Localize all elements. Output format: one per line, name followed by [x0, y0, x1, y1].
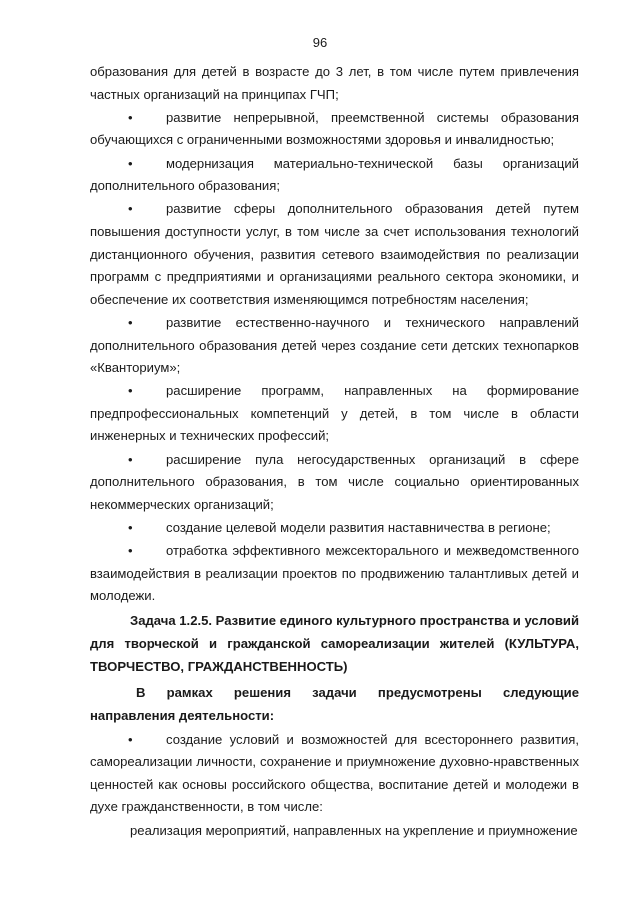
bullet-text: развитие сферы дополнительного образования детей путем повышения доступности услуг, в том числе за счет использования технологий дистанционного обучения, развития сетевого взаимодействия по реализации программ с предприятиями и организациями реального сектора экономики, и обеспечение их соответствия изменяющимся потребностям населения;	[90, 201, 579, 307]
bullet-item	[90, 540, 579, 608]
bullet-text: развитие непрерывной, преемственной системы образования обучающихся с ограниченными возможностями здоровья и инвалидностью;	[90, 109, 579, 148]
bullet-marker: •	[128, 520, 133, 536]
bullet-text: модернизация материально-технической базы организаций дополнительного образования;	[90, 155, 579, 194]
bullet-text: создание условий и возможностей для всестороннего развития, самореализации личности, сохранение и приумножение духовно-нравственных ценностей как основы российского общества, воспитание детей и молодежи в духе гражданственности, в том числе:	[90, 731, 579, 815]
bullet-marker: •	[128, 201, 133, 217]
bullet-item	[90, 198, 579, 311]
bullet-marker: •	[128, 451, 133, 467]
closing-paragraph: реализация мероприятий, направленных на укрепление и приумножение	[130, 822, 578, 838]
bullet-text: расширение пула негосударственных организаций в сфере дополнительного образования, в том числе социально ориентированных некоммерческих организаций;	[90, 451, 579, 512]
bullet-text: создание целевой модели развития наставничества в регионе;	[166, 520, 551, 536]
bullet-marker: •	[128, 543, 133, 559]
bullet-marker: •	[128, 731, 133, 747]
bullet-marker: •	[128, 314, 133, 330]
bullet-marker: •	[128, 155, 133, 171]
bullet-list-2	[90, 729, 579, 819]
bullet-list-1	[90, 107, 579, 608]
bullet-item	[90, 380, 579, 448]
bullet-text: отработка эффективного межсекторального и межведомственного взаимодействия в реализации проектов по продвижению талантливых детей и молодежи.	[90, 543, 579, 604]
bullet-item	[90, 449, 579, 517]
bullet-item	[90, 312, 579, 380]
directions-heading: В рамках решения задачи предусмотрены следующие направления деятельности:	[90, 685, 579, 724]
bullet-item	[90, 729, 579, 819]
bullet-text: расширение программ, направленных на формирование предпрофессиональных компетенций у детей, в том числе в области инженерных и технических профессий;	[90, 383, 579, 444]
opening-paragraph: образования для детей в возрасте до 3 лет, в том числе путем привлечения частных организаций на принципах ГЧП;	[90, 64, 579, 102]
bullet-item	[90, 517, 579, 540]
page-number: 96	[312, 35, 328, 50]
task-heading: Задача 1.2.5. Развитие единого культурного пространства и условий для творческой и гражданской самореализации жителей (КУЛЬТУРА, ТВОРЧЕСТВО, ГРАЖДАНСТВЕННОСТЬ)	[90, 613, 580, 674]
bullet-item	[90, 107, 579, 152]
bullet-marker: •	[128, 383, 133, 399]
page-content	[90, 61, 579, 843]
bullet-text: развитие естественно-научного и технического направлений дополнительного образования детей через создание сети детских технопарков «Кванториум»;	[90, 314, 579, 376]
bullet-marker: •	[128, 109, 133, 125]
bullet-item	[90, 153, 579, 198]
